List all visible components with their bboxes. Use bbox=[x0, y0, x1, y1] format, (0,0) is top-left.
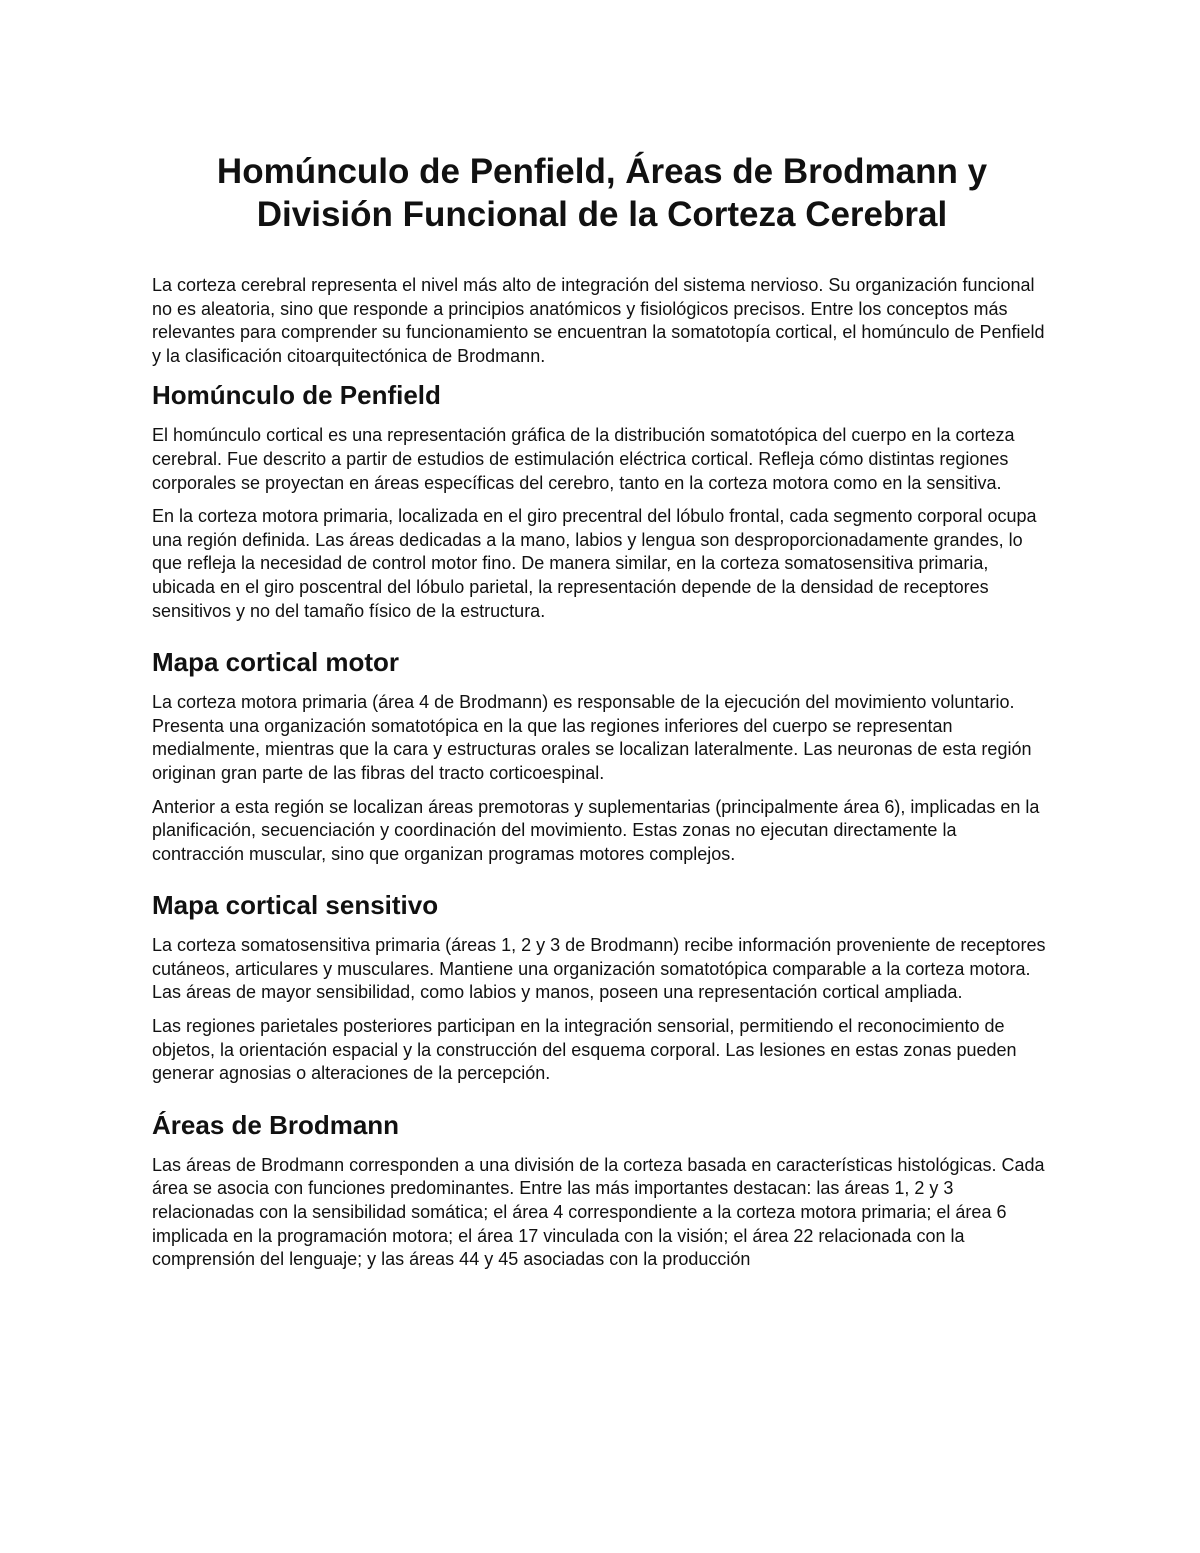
section-homunculo-de-penfield bbox=[152, 378, 1052, 623]
document-title bbox=[152, 150, 1052, 236]
document-body bbox=[152, 150, 1052, 1294]
section-paragraph: Las regiones parietales posteriores participan en la integración sensorial, permitiendo el reconocimiento de objetos, la orientación espacial y la construcción del esquema corporal. Las lesiones en estas zonas pueden generar agnosias o alteraciones de la percepción. bbox=[152, 1016, 1017, 1084]
section-paragraph: Las áreas de Brodmann corresponden a una división de la corteza basada en características histológicas. Cada área se asocia con funciones predominantes. Entre las más importantes destacan: las áreas 1, 2 y 3 relacionadas con la sensibilidad somática; el área 4 correspondiente a la corteza motora primaria; el área 6 implicada en la programación motora; el área 17 vinculada con la visión; el área 22 relacionada con la comprensión del lenguaje; y las áreas 44 y 45 asociadas con la producción bbox=[152, 1154, 1045, 1270]
section-heading: Áreas de Brodmann bbox=[152, 1109, 400, 1140]
section-heading: Mapa cortical sensitivo bbox=[152, 890, 439, 921]
section-heading: Mapa cortical motor bbox=[152, 647, 400, 678]
intro-paragraph: La corteza cerebral representa el nivel más alto de integración del sistema nervioso. Su organización funcional no es aleatoria, sino que responde a principios anatómicos y fisiológicos precisos. Entre los conceptos más relevantes para comprender su funcionamiento se encuentran la somatotopía cortical, el homúnculo de Penfield y la clasificación citoarquitectónica de Brodmann. bbox=[152, 275, 1045, 366]
section-areas-de-brodmann bbox=[152, 1108, 1052, 1272]
section-paragraph: El homúnculo cortical es una representación gráfica de la distribución somatotópica del cuerpo en la corteza cerebral. Fue descrito a partir de estudios de estimulación eléctrica cortical. Refleja cómo distintas regiones corporales se proyectan en áreas específicas del cerebro, tanto en la corteza motora como en la sensitiva. bbox=[152, 425, 1015, 493]
section-mapa-cortical-sensitivo bbox=[152, 888, 1052, 1086]
document-title-line-1: Homúnculo de Penfield, Áreas de Brodmann y bbox=[216, 152, 988, 191]
document-title-line-2: División Funcional de la Corteza Cerebral bbox=[256, 195, 948, 234]
section-paragraph: En la corteza motora primaria, localizada en el giro precentral del lóbulo frontal, cada segmento corporal ocupa una región definida. Las áreas dedicadas a la mano, labios y lengua son desproporcionadamente grandes, lo que refleja la necesidad de control motor fino. De manera similar, en la corteza somatosensitiva primaria, ubicada en el giro poscentral del lóbulo parietal, la representación depende de la densidad de receptores sensitivos y no del tamaño físico de la estructura. bbox=[152, 506, 1037, 621]
section-heading: Homúnculo de Penfield bbox=[152, 380, 441, 411]
section-mapa-cortical-motor bbox=[152, 645, 1052, 866]
section-paragraph: Anterior a esta región se localizan áreas premotoras y suplementarias (principalmente área 6), implicadas en la planificación, secuenciación y coordinación del movimiento. Estas zonas no ejecutan directamente la contracción muscular, sino que organizan programas motores complejos. bbox=[152, 796, 1040, 864]
section-paragraph: La corteza somatosensitiva primaria (áreas 1, 2 y 3 de Brodmann) recibe información proveniente de receptores cutáneos, articulares y musculares. Mantiene una organización somatotópica comparable a la corteza motora. Las áreas de mayor sensibilidad, como labios y manos, poseen una representación cortical ampliada. bbox=[152, 935, 1046, 1003]
section-paragraph: La corteza motora primaria (área 4 de Brodmann) es responsable de la ejecución del movimiento voluntario. Presenta una organización somatotópica en la que las regiones inferiores del cuerpo se representan medialmente, mientras que la cara y estructuras orales se localizan lateralmente. Las neuronas de esta región originan gran parte de las fibras del tracto corticoespinal. bbox=[152, 692, 1032, 783]
